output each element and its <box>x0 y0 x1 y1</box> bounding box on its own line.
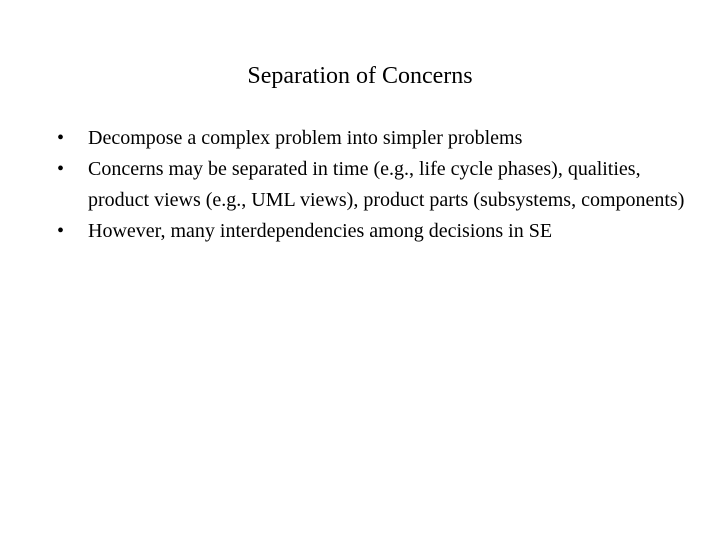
bullet-text: Concerns may be separated in time (e.g., life cycle phases), qualities, product views (e.g., UML views), product parts (subsystems, components) <box>88 158 685 211</box>
slide-title: Separation of Concerns <box>247 63 473 89</box>
bullet-text: However, many interdependencies among decisions in SE <box>88 220 553 242</box>
bullet-list <box>57 123 697 247</box>
bullet-item <box>57 123 697 154</box>
bullet-item <box>57 216 697 247</box>
bullet-icon: • <box>57 158 65 180</box>
bullet-icon: • <box>57 127 65 149</box>
bullet-icon: • <box>57 220 65 242</box>
bullet-item <box>57 154 697 216</box>
bullet-text: Decompose a complex problem into simpler problems <box>88 127 523 149</box>
